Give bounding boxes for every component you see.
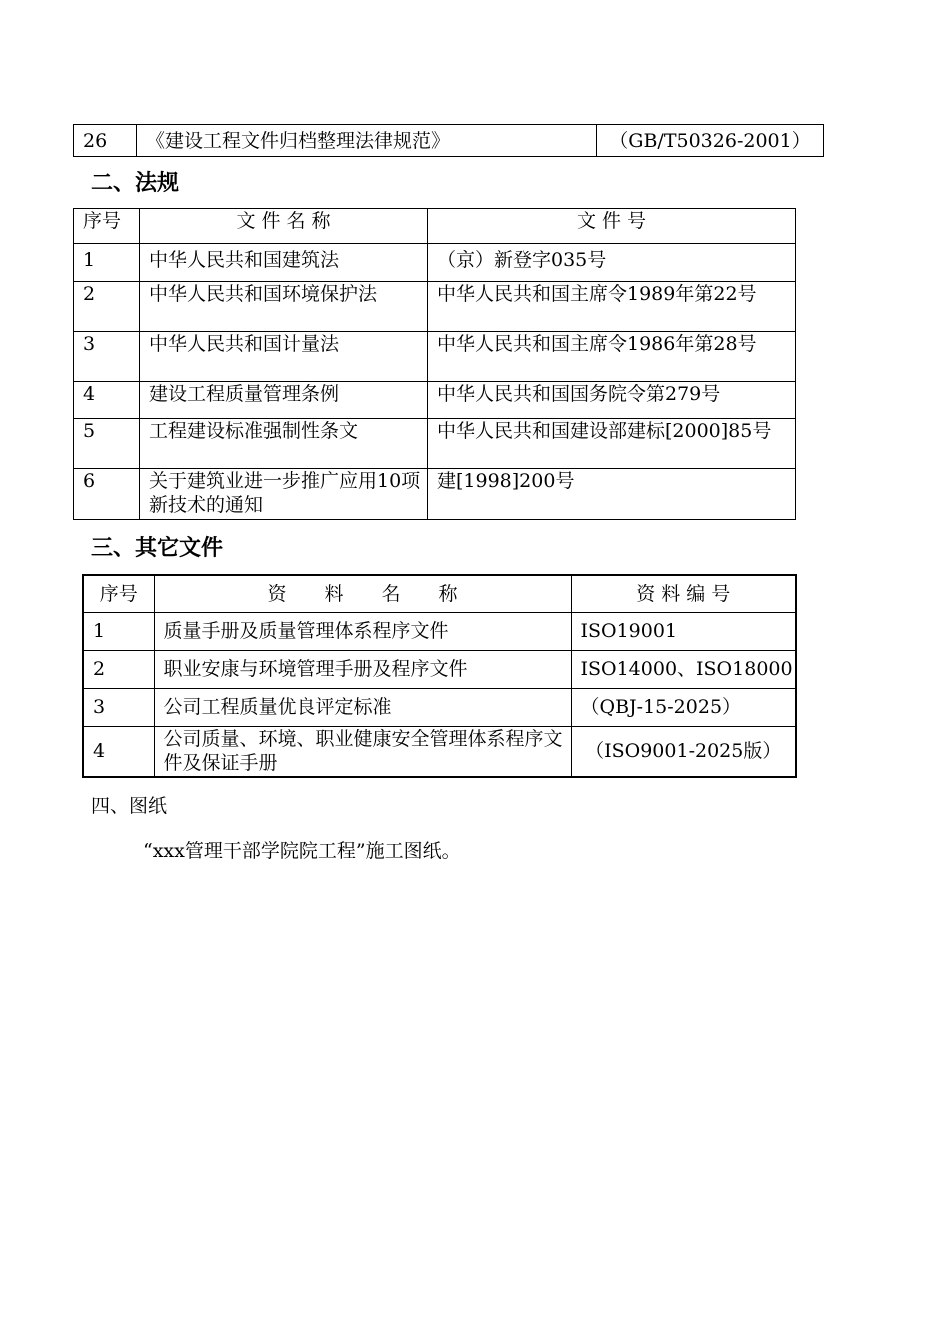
- table-row: [74, 469, 796, 520]
- document-name: 《建设工程文件归档整理法律规范》: [137, 125, 597, 157]
- other-documents-table: [82, 574, 797, 778]
- table-header-row: [83, 575, 796, 612]
- header-code: 资 料 编 号: [571, 575, 796, 612]
- header-name: 文 件 名 称: [140, 209, 428, 244]
- row-number: 3: [83, 688, 154, 726]
- document-name: 公司质量、环境、职业健康安全管理体系程序文件及保证手册: [154, 726, 571, 777]
- document-code: （GB/T50326-2001）: [597, 125, 824, 157]
- table-row: [83, 688, 796, 726]
- table-row: [74, 382, 796, 419]
- document-code: ISO19001: [571, 612, 796, 650]
- row-number: 2: [83, 650, 154, 688]
- document-code: ISO14000、ISO18000: [571, 650, 796, 688]
- table-row: [83, 726, 796, 777]
- section-heading-drawings: 四、图纸: [91, 795, 168, 817]
- document-code: 中华人民共和国主席令1989年第22号: [428, 282, 796, 332]
- table-row: [74, 332, 796, 382]
- section-heading-other-documents: 三、其它文件: [91, 536, 224, 561]
- document-code: （京）新登字035号: [428, 244, 796, 282]
- header-no: 序号: [83, 575, 154, 612]
- document-name: 公司工程质量优良评定标准: [154, 688, 571, 726]
- header-no: 序号: [74, 209, 140, 244]
- table-row: [74, 125, 824, 157]
- row-number: 6: [74, 469, 140, 520]
- table-header-row: [74, 209, 796, 244]
- document-code: 中华人民共和国主席令1986年第28号: [428, 332, 796, 382]
- document-name: 中华人民共和国计量法: [140, 332, 428, 382]
- document-code: （QBJ-15-2025）: [571, 688, 796, 726]
- row-number: 2: [74, 282, 140, 332]
- document-name: 职业安康与环境管理手册及程序文件: [154, 650, 571, 688]
- table-row: [74, 282, 796, 332]
- document-name: 中华人民共和国环境保护法: [140, 282, 428, 332]
- document-code: 中华人民共和国国务院令第279号: [428, 382, 796, 419]
- standards-table-continued: [73, 124, 824, 157]
- row-number: 4: [74, 382, 140, 419]
- section-heading-regulations: 二、法规: [91, 171, 180, 196]
- table-row: [83, 650, 796, 688]
- table-row: [83, 612, 796, 650]
- regulations-table: [73, 208, 796, 520]
- row-number: 3: [74, 332, 140, 382]
- document-name: 关于建筑业进一步推广应用10项新技术的通知: [140, 469, 428, 520]
- row-number: 1: [83, 612, 154, 650]
- document-code: 建[1998]200号: [428, 469, 796, 520]
- header-name: 资 料 名 称: [154, 575, 571, 612]
- document-name: 中华人民共和国建筑法: [140, 244, 428, 282]
- drawings-description: “xxx管理干部学院院工程”施工图纸。: [143, 840, 461, 862]
- document-name: 工程建设标准强制性条文: [140, 419, 428, 469]
- table-row: [74, 244, 796, 282]
- row-number: 26: [74, 125, 137, 157]
- document-code: 中华人民共和国建设部建标[2000]85号: [428, 419, 796, 469]
- document-code: （ISO9001-2025版）: [571, 726, 796, 777]
- header-code: 文 件 号: [428, 209, 796, 244]
- document-name: 质量手册及质量管理体系程序文件: [154, 612, 571, 650]
- table-row: [74, 419, 796, 469]
- row-number: 5: [74, 419, 140, 469]
- row-number: 4: [83, 726, 154, 777]
- row-number: 1: [74, 244, 140, 282]
- document-name: 建设工程质量管理条例: [140, 382, 428, 419]
